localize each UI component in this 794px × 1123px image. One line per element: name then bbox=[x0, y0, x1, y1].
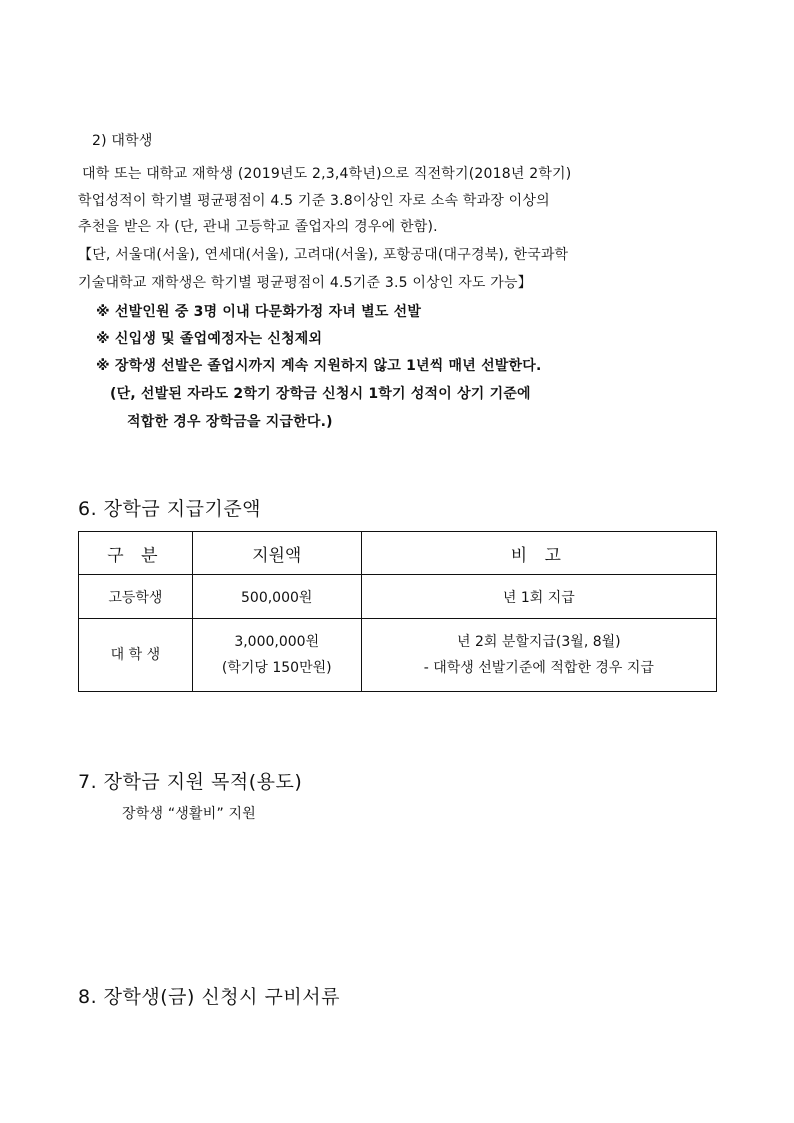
cell-note: 년 1회 지급 bbox=[361, 575, 716, 619]
criteria-line-3: 추천을 받은 자 (단, 관내 고등학교 졸업자의 경우에 한함). bbox=[78, 219, 438, 235]
header-note: 비 고 bbox=[361, 532, 716, 575]
note-main: 년 2회 분할지급(3월, 8월) bbox=[456, 634, 621, 650]
table-header-row bbox=[79, 532, 717, 575]
table-row bbox=[79, 619, 717, 692]
header-amount: 지원액 bbox=[192, 532, 361, 575]
note-annual-selection: ※ 장학생 선발은 졸업시까지 계속 지원하지 않고 1년씩 매년 선발한다. bbox=[96, 358, 542, 374]
note-exclusion: ※ 신입생 및 졸업예정자는 신청제외 bbox=[96, 331, 323, 347]
table-row bbox=[79, 575, 717, 619]
criteria-exception-line-2: 기술대학교 재학생은 학기별 평균평점이 4.5기준 3.5 이상인 자도 가능】 bbox=[78, 275, 532, 291]
note-continuation-1: (단, 선발된 자라도 2학기 장학금 신청시 1학기 성적이 상기 기준에 bbox=[110, 386, 531, 402]
amount-main: 3,000,000원 bbox=[234, 634, 320, 650]
criteria-line-1: 대학 또는 대학교 재학생 (2019년도 2,3,4학년)으로 직전학기(2018년 2학기) bbox=[82, 166, 572, 182]
header-category: 구 분 bbox=[79, 532, 193, 575]
cell-note bbox=[361, 619, 716, 692]
note-multicultural: ※ 선발인원 중 3명 이내 다문화가정 자녀 별도 선발 bbox=[96, 304, 422, 320]
scholarship-amount-table bbox=[78, 531, 717, 692]
note-continuation-2: 적합한 경우 장학금을 지급한다.) bbox=[127, 414, 333, 430]
note-sub: - 대학생 선발기준에 적합한 경우 지급 bbox=[423, 660, 654, 676]
cell-category: 대 학 생 bbox=[79, 619, 193, 692]
cell-amount bbox=[192, 619, 361, 692]
cell-category: 고등학생 bbox=[79, 575, 193, 619]
section-7-body: 장학생 “생활비” 지원 bbox=[122, 806, 256, 822]
criteria-line-2: 학업성적이 학기별 평균평점이 4.5 기준 3.8이상인 자로 소속 학과장 이상의 bbox=[78, 193, 550, 209]
amount-sub: (학기당 150만원) bbox=[221, 660, 332, 676]
section-8-heading: 8. 장학생(금) 신청시 구비서류 bbox=[78, 986, 340, 1008]
criteria-exception-line-1: 【단, 서울대(서울), 연세대(서울), 고려대(서울), 포항공대(대구경북), 한국과학 bbox=[78, 247, 569, 263]
subsection-title: 2) 대학생 bbox=[92, 133, 153, 149]
section-6-heading: 6. 장학금 지급기준액 bbox=[78, 498, 262, 520]
section-7-heading: 7. 장학금 지원 목적(용도) bbox=[78, 771, 303, 793]
cell-amount: 500,000원 bbox=[192, 575, 361, 619]
